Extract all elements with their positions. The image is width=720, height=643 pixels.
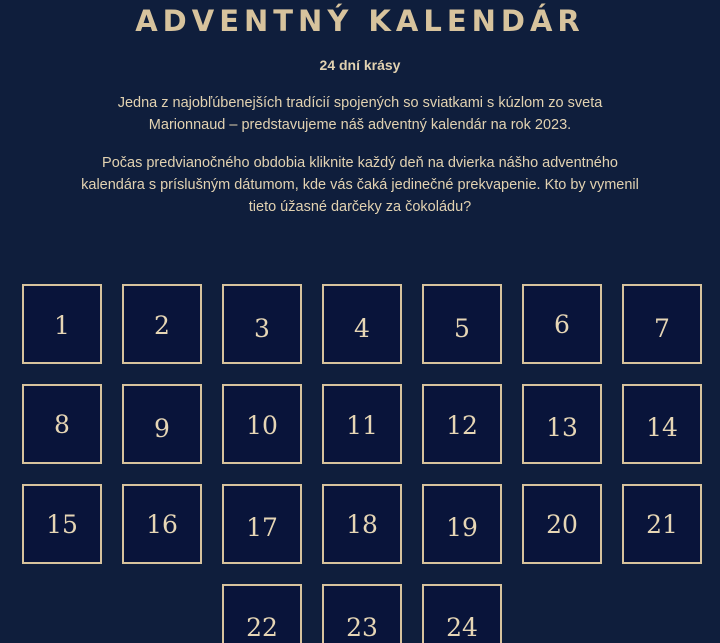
door-number: 6 [554, 310, 570, 339]
door-number: 12 [446, 411, 478, 440]
calendar-door-12[interactable] [422, 384, 502, 464]
calendar-door-22[interactable] [222, 584, 302, 643]
door-number: 10 [246, 411, 278, 440]
calendar-door-23[interactable] [322, 584, 402, 643]
calendar-door-5[interactable] [422, 284, 502, 364]
intro-paragraph-1: Jedna z najobľúbenejších tradícií spojených so sviatkami s kúzlom zo sveta Marionnaud – predstavujeme náš adventný kalendár na rok 2023. [117, 95, 603, 133]
calendar-door-18[interactable] [322, 484, 402, 564]
door-number: 11 [346, 411, 378, 440]
calendar-door-15[interactable] [22, 484, 102, 564]
calendar-door-10[interactable] [222, 384, 302, 464]
door-number: 23 [346, 613, 378, 642]
calendar-door-11[interactable] [322, 384, 402, 464]
door-number: 8 [54, 410, 70, 439]
calendar-door-1[interactable] [22, 284, 102, 364]
calendar-door-9[interactable] [122, 384, 202, 464]
page-subtitle: 24 dní krásy [319, 57, 401, 73]
calendar-door-3[interactable] [222, 284, 302, 364]
door-number: 15 [46, 510, 78, 539]
calendar-door-4[interactable] [322, 284, 402, 364]
door-number: 2 [154, 311, 170, 340]
door-number: 24 [446, 613, 478, 642]
calendar-door-14[interactable] [622, 384, 702, 464]
door-number: 4 [354, 314, 370, 343]
door-number: 17 [246, 513, 278, 542]
calendar-door-13[interactable] [522, 384, 602, 464]
door-number: 1 [54, 311, 70, 340]
door-number: 7 [654, 314, 670, 343]
door-number: 20 [546, 510, 578, 539]
calendar-door-24[interactable] [422, 584, 502, 643]
calendar-door-17[interactable] [222, 484, 302, 564]
calendar-door-6[interactable] [522, 284, 602, 364]
calendar-door-7[interactable] [622, 284, 702, 364]
door-number: 5 [454, 314, 470, 343]
calendar-door-16[interactable] [122, 484, 202, 564]
door-number: 13 [546, 413, 578, 442]
door-number: 16 [146, 510, 178, 539]
door-number: 21 [646, 510, 678, 539]
calendar-door-20[interactable] [522, 484, 602, 564]
calendar-door-19[interactable] [422, 484, 502, 564]
calendar-door-2[interactable] [122, 284, 202, 364]
door-number: 19 [446, 513, 478, 542]
calendar-door-8[interactable] [22, 384, 102, 464]
calendar-door-21[interactable] [622, 484, 702, 564]
door-number: 18 [346, 510, 378, 539]
page-title: ADVENTNÝ KALENDÁR [135, 4, 585, 38]
door-number: 14 [646, 413, 678, 442]
door-number: 22 [246, 613, 278, 642]
door-number: 3 [254, 314, 270, 343]
door-number: 9 [154, 414, 170, 443]
intro-paragraph-2: Počas predvianočného obdobia kliknite každý deň na dvierka nášho adventného kalendára s príslušným dátumom, kde vás čaká jedinečné prekvapenie. Kto by vymenil tieto úžasné darčeky za čokoládu? [81, 155, 639, 215]
